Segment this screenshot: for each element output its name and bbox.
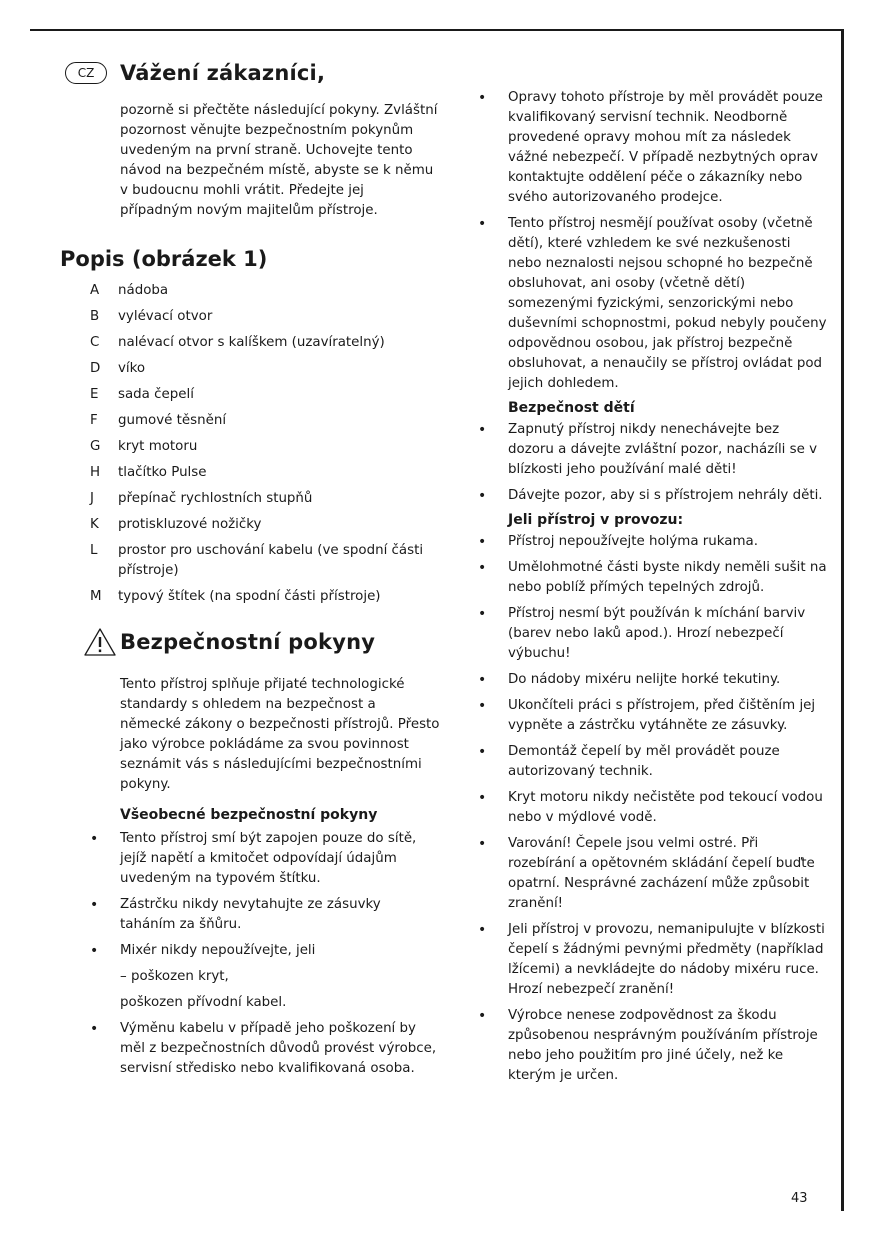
right-border-line	[841, 29, 844, 1211]
warning-triangle-icon	[82, 626, 118, 658]
list-item: • Zástrčku nikdy nevytahujte ze zásuvky taháním za šňůru.	[120, 895, 440, 935]
list-item: • Ukončíteli práci s přístrojem, před čištěním jej vypněte a zástrčku vytáhněte ze zásuvky.	[508, 696, 828, 736]
part-row	[90, 437, 440, 457]
part-key: K	[90, 517, 99, 532]
part-key: M	[90, 589, 102, 604]
part-key: E	[90, 387, 99, 402]
part-row	[90, 333, 440, 353]
list-item: • Zapnutý přístroj nikdy nenechávejte bez dozoru a dávejte zvláštní pozor, nacházíli se v blízkosti jeho používání malé děti!	[508, 420, 828, 480]
child-safety-list	[508, 420, 828, 506]
list-item: • Tento přístroj nesmějí používat osoby (včetně dětí), které vzhledem ke své nezkušenosti nebo neznalosti nejsou schopné ho bezpečně obsluhovat, ani osoby (včetně dětí) somezenými fyzickými, senzorickými nebo duševními schopnostmi, pokud nebyly poučeny odpovědnou osobou, jak přístroj bezpečně obsluhovat, a nenaučily se přístroj ovládat pod jejich dohledem.	[508, 214, 828, 394]
sub-item-housing: – poškozen kryt,	[120, 969, 229, 984]
part-label: tlačítko Pulse	[118, 465, 207, 480]
part-key: F	[90, 413, 98, 428]
general-safety-heading: Všeobecné bezpečnostní pokyny	[120, 807, 378, 823]
list-item: • Do nádoby mixéru nelijte horké tekutiny.	[508, 670, 828, 690]
part-label: kryt motoru	[118, 439, 198, 454]
list-item: • Opravy tohoto přístroje by měl provádět pouze kvalifikovaný servisní technik. Neodborně provedené opravy mohou mít za následek vážné nebezpečí. V případě nezbytných oprav kontaktujte oddělení péče o zákazníky nebo svého autorizovaného prodejce.	[508, 88, 828, 208]
part-label: typový štítek (na spodní části přístroje)	[118, 589, 381, 604]
repair-usage-list	[508, 88, 828, 394]
part-key: L	[90, 543, 98, 558]
general-safety-list-end	[120, 1019, 440, 1079]
part-key: H	[90, 465, 101, 480]
list-item: • Jeli přístroj v provozu, nemanipulujte v blízkosti čepelí s žádnými pevnými předměty (například lžícemi) a nevkládejte do nádoby mixéru ruce. Hrozí nebezpečí zranění!	[508, 920, 828, 1000]
part-key: C	[90, 335, 100, 350]
operation-heading: Jeli přístroj v provozu:	[508, 512, 684, 528]
part-row	[90, 587, 440, 607]
part-row	[90, 385, 440, 405]
part-key: G	[90, 439, 101, 454]
part-row	[90, 411, 440, 431]
part-key: D	[90, 361, 101, 376]
language-badge: CZ	[65, 62, 107, 84]
greeting-title: Vážení zákazníci,	[120, 61, 326, 85]
part-row	[90, 463, 440, 483]
operation-list	[508, 532, 828, 1086]
part-label: vylévací otvor	[118, 309, 213, 324]
part-row	[90, 307, 440, 327]
safety-section	[120, 675, 440, 1079]
part-label: gumové těsnění	[118, 413, 227, 428]
part-row	[90, 541, 440, 581]
list-item: • Tento přístroj smí být zapojen pouze do sítě, jejíž napětí a kmitočet odpovídají údajům uvedeným na typovém štítku.	[120, 829, 440, 889]
list-item: • Výměnu kabelu v případě jeho poškození by měl z bezpečnostních důvodů provést výrobce, servisní středisko nebo kvalifikovaná osoba.	[120, 1019, 440, 1079]
list-item: • Mixér nikdy nepoužívejte, jeli	[120, 941, 440, 961]
part-label: nádoba	[118, 283, 169, 298]
part-label: protiskluzové nožičky	[118, 517, 262, 532]
parts-list	[90, 281, 440, 607]
part-row	[90, 515, 440, 535]
part-label: sada čepelí	[118, 387, 194, 402]
part-key: J	[90, 491, 94, 506]
list-item: • Přístroj nesmí být používán k míchání barviv (barev nebo laků apod.). Hrozí nebezpečí výbuchu!	[508, 604, 828, 664]
sub-item-cable: poškozen přívodní kabel.	[120, 995, 287, 1010]
list-item: • Přístroj nepoužívejte holýma rukama.	[508, 532, 828, 552]
list-item: • Varování! Čepele jsou velmi ostré. Při rozebírání a opětovném skládání čepelí buďte opatrní. Nesprávné zacházení může způsobit zranění!	[508, 834, 828, 914]
top-border-line	[30, 29, 844, 31]
list-item: • Dávejte pozor, aby si s přístrojem nehrály děti.	[508, 486, 828, 506]
child-safety-heading: Bezpečnost dětí	[508, 400, 635, 416]
safety-header	[60, 625, 440, 659]
general-safety-list	[120, 829, 440, 961]
part-row	[90, 489, 440, 509]
right-column	[478, 88, 828, 1092]
part-label: víko	[118, 361, 146, 376]
list-item: • Demontáž čepelí by měl provádět pouze autorizovaný technik.	[508, 742, 828, 782]
list-item: • Umělohmotné části byste nikdy neměli sušit na nebo poblíž přímých tepelných zdrojů.	[508, 558, 828, 598]
list-item: • Výrobce nenese zodpovědnost za škodu způsobenou nesprávným používáním přístroje nebo jeho použitím pro jiné účely, než ke kterým je určen.	[508, 1006, 828, 1086]
greeting-header	[60, 55, 440, 91]
part-label: nalévací otvor s kalíškem (uzavíratelný)	[118, 335, 385, 350]
left-column	[60, 55, 440, 1085]
part-row	[90, 281, 440, 301]
intro-paragraph: pozorně si přečtěte následující pokyny. Zvláštní pozornost věnujte bezpečnostním pokynům uvedeným na první straně. Uchovejte tento návod na bezpečném místě, abyste se k němu v budoucnu mohli vrátit. Předejte jej případným novým majitelům přístroje.	[120, 103, 438, 218]
part-label: přepínač rychlostních stupňů	[118, 491, 313, 506]
part-label: prostor pro uschování kabelu (ve spodní části přístroje)	[118, 543, 424, 578]
safety-intro-paragraph: Tento přístroj splňuje přijaté technologické standardy s ohledem na bezpečnost a německé zákony o bezpečnosti přístrojů. Přesto jako výrobce pokládáme za svou povinnost seznámit vás s následujícími bezpečnostními pokyny.	[120, 677, 440, 792]
list-item: • Kryt motoru nikdy nečistěte pod tekoucí vodou nebo v mýdlové vodě.	[508, 788, 828, 828]
safety-title: Bezpečnostní pokyny	[120, 630, 376, 654]
part-key: B	[90, 309, 100, 324]
part-key: A	[90, 283, 100, 298]
description-title: Popis (obrázek 1)	[60, 247, 268, 271]
page-number: 43	[791, 1191, 808, 1206]
part-row	[90, 359, 440, 379]
